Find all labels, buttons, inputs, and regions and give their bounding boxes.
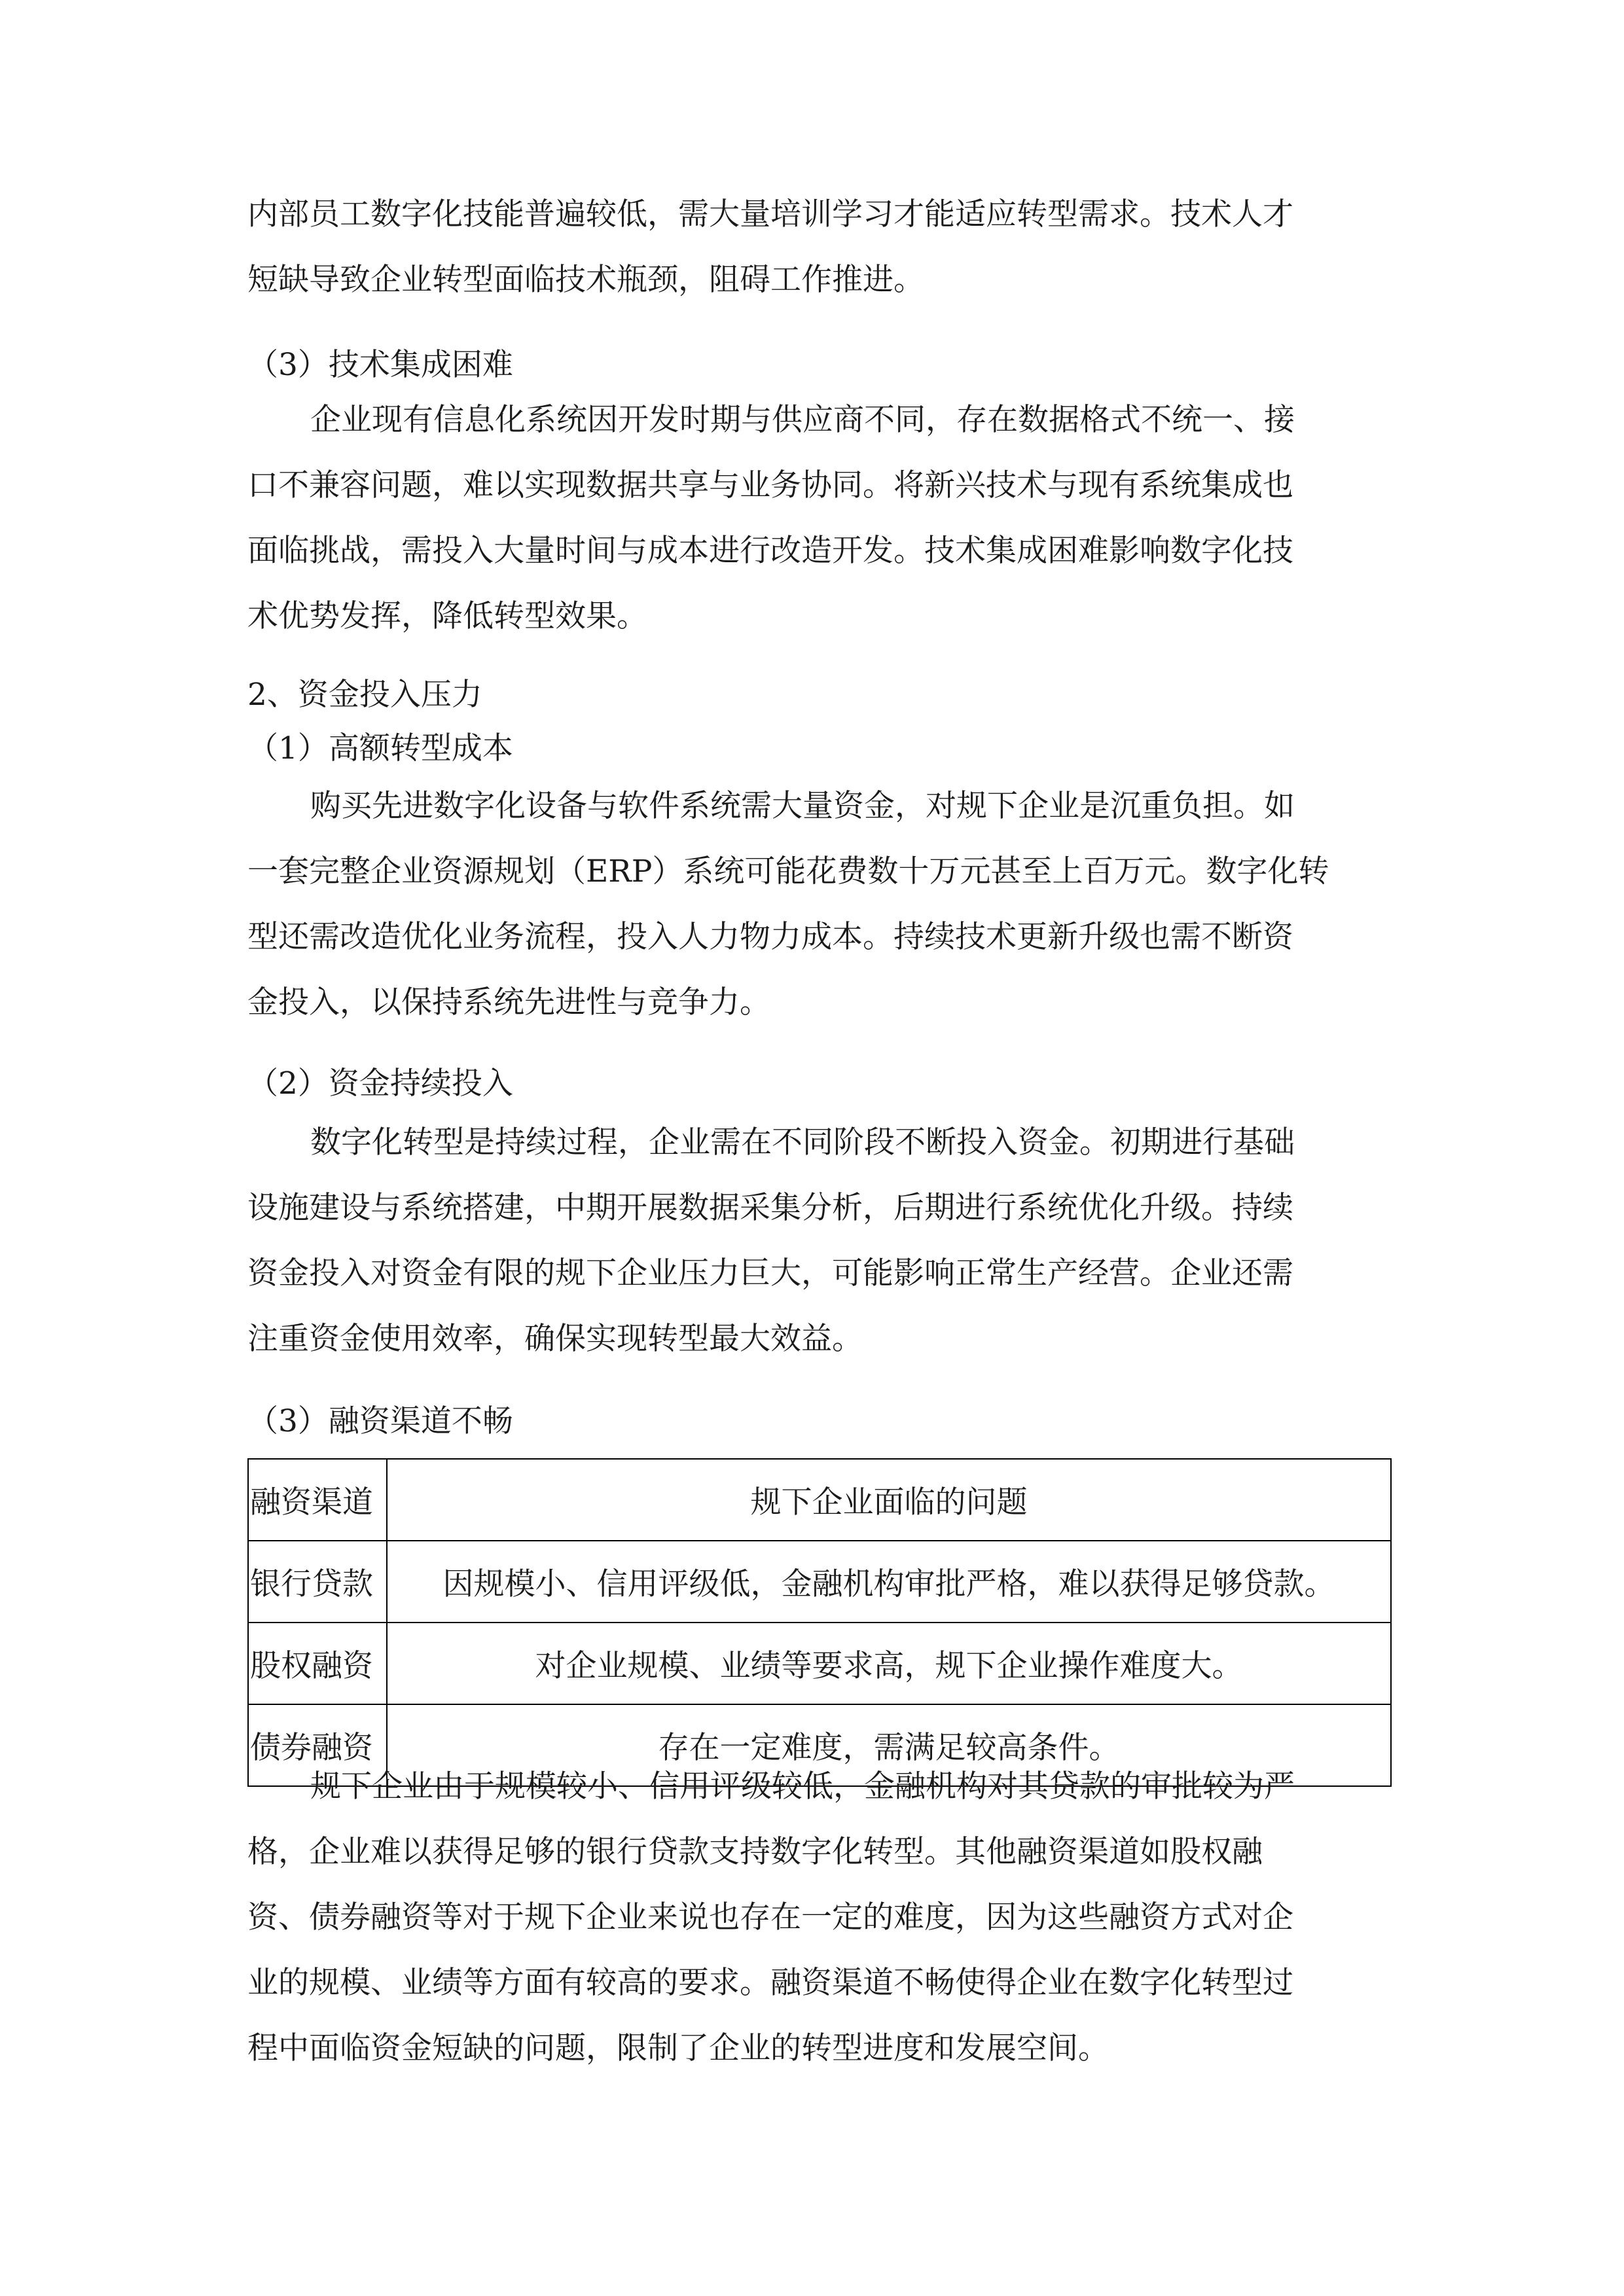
para1-line-2: 短缺导致企业转型面临技术瓶颈，阻碍工作推进。 bbox=[247, 262, 924, 298]
para5-line-2: 格，企业难以获得足够的银行贷款支持数字化转型。其他融资渠道如股权融 bbox=[247, 1834, 1263, 1870]
table-cell-problem: 对企业规模、业绩等要求高，规下企业操作难度大。 bbox=[387, 1623, 1391, 1704]
para2-line-2: 口不兼容问题，难以实现数据共享与业务协同。将新兴技术与现有系统集成也 bbox=[247, 467, 1293, 503]
heading-financing-channels: （3）融资渠道不畅 bbox=[247, 1403, 513, 1439]
para5-line-4: 业的规模、业绩等方面有较高的要求。融资渠道不畅使得企业在数字化转型过 bbox=[247, 1965, 1293, 2001]
heading-funding-pressure: 2、资金投入压力 bbox=[247, 677, 482, 713]
para3-line-2: 一套完整企业资源规划（ERP）系统可能花费数十万元甚至上百万元。数字化转 bbox=[247, 853, 1329, 889]
para2-line-1: 企业现有信息化系统因开发时期与供应商不同，存在数据格式不统一、接 bbox=[310, 402, 1295, 438]
table-cell-problem: 存在一定难度，需满足较高条件。 bbox=[387, 1704, 1391, 1786]
heading-continuous-investment: （2）资金持续投入 bbox=[247, 1066, 513, 1102]
table-header-problem: 规下企业面临的问题 bbox=[387, 1459, 1391, 1541]
para5-line-5: 程中面临资金短缺的问题，限制了企业的转型进度和发展空间。 bbox=[247, 2030, 1109, 2066]
para3-line-3: 型还需改造优化业务流程，投入人力物力成本。持续技术更新升级也需不断资 bbox=[247, 919, 1293, 955]
para1-line-1: 内部员工数字化技能普遍较低，需大量培训学习才能适应转型需求。技术人才 bbox=[247, 196, 1293, 232]
para4-line-1: 数字化转型是持续过程，企业需在不同阶段不断投入资金。初期进行基础 bbox=[310, 1124, 1295, 1160]
heading-tech-integration: （3）技术集成困难 bbox=[247, 347, 513, 383]
para2-line-3: 面临挑战，需投入大量时间与成本进行改造开发。技术集成困难影响数字化技 bbox=[247, 533, 1293, 569]
table-row bbox=[248, 1541, 1391, 1623]
table-cell-channel: 银行贷款 bbox=[248, 1541, 387, 1623]
para5-line-1: 规下企业由于规模较小、信用评级较低，金融机构对其贷款的审批较为严 bbox=[310, 1768, 1295, 1804]
heading-high-cost: （1）高额转型成本 bbox=[247, 730, 513, 766]
para5-line-3: 资、债券融资等对于规下企业来说也存在一定的难度，因为这些融资方式对企 bbox=[247, 1899, 1293, 1935]
para3-line-1: 购买先进数字化设备与软件系统需大量资金，对规下企业是沉重负担。如 bbox=[310, 788, 1295, 824]
table-row bbox=[248, 1623, 1391, 1704]
table-cell-channel: 股权融资 bbox=[248, 1623, 387, 1704]
para4-line-2: 设施建设与系统搭建，中期开展数据采集分析，后期进行系统优化升级。持续 bbox=[247, 1190, 1293, 1226]
table-cell-problem: 因规模小、信用评级低，金融机构审批严格，难以获得足够贷款。 bbox=[387, 1541, 1391, 1623]
para4-line-3: 资金投入对资金有限的规下企业压力巨大，可能影响正常生产经营。企业还需 bbox=[247, 1255, 1293, 1291]
financing-table bbox=[247, 1458, 1392, 1787]
para3-line-4: 金投入，以保持系统先进性与竞争力。 bbox=[247, 984, 770, 1020]
para4-line-4: 注重资金使用效率，确保实现转型最大效益。 bbox=[247, 1321, 863, 1357]
para2-line-4: 术优势发挥，降低转型效果。 bbox=[247, 598, 647, 634]
table-cell-channel: 债券融资 bbox=[248, 1704, 387, 1786]
table-header-row bbox=[248, 1459, 1391, 1541]
table-header-channel: 融资渠道 bbox=[248, 1459, 387, 1541]
